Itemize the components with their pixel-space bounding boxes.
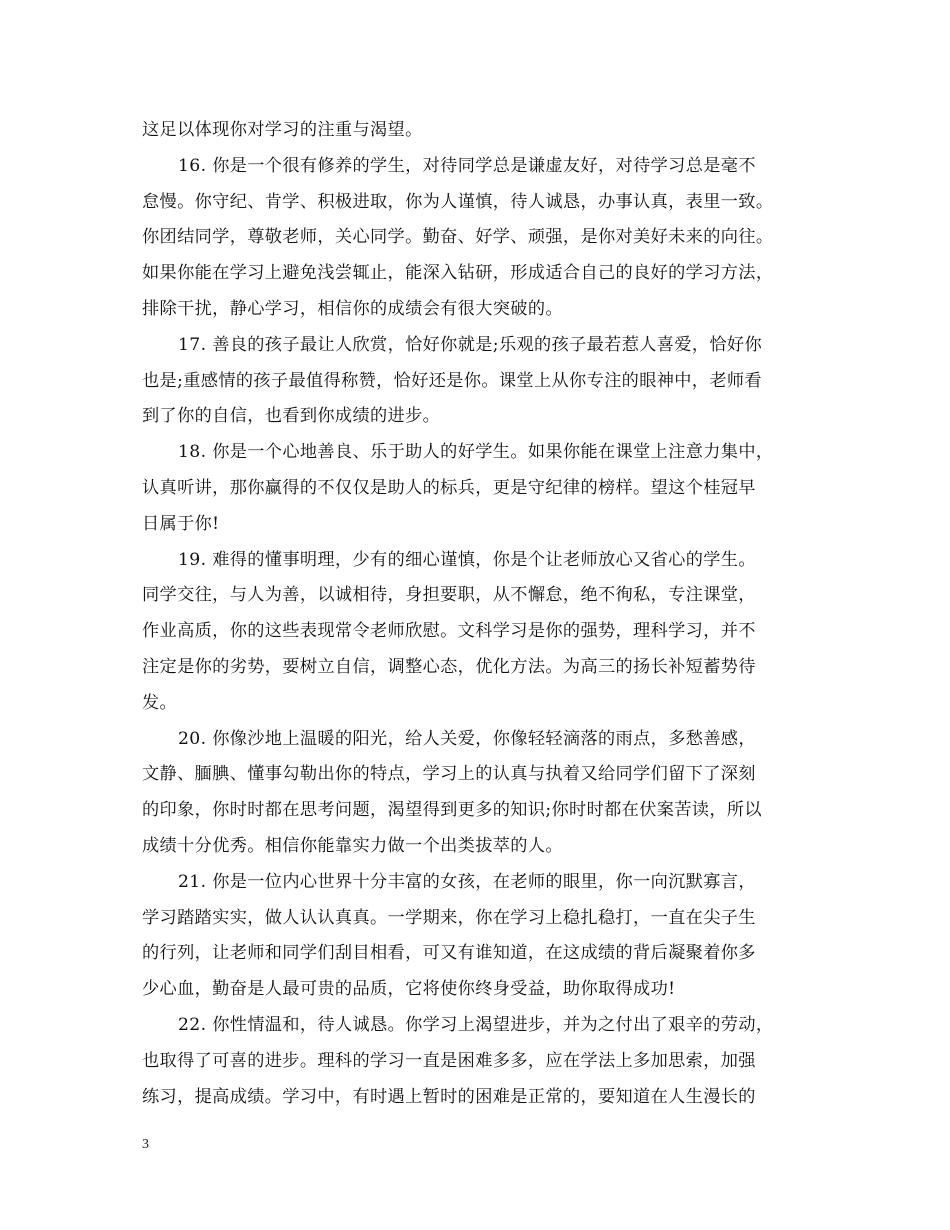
text-line: 作业高质，你的这些表现常令老师欣慰。文科学习是你的强势，理科学习，并不 — [142, 621, 756, 642]
text-line: 的印象，你时时都在思考问题，渴望得到更多的知识;你时时都在伏案苦读，所以 — [142, 800, 762, 821]
text-line: 学习踏踏实实，做人认认真真。一学期来，你在学习上稳扎稳打，一直在尖子生 — [142, 907, 756, 928]
paragraph-16 — [142, 149, 812, 328]
paragraph-continuation — [142, 113, 812, 149]
text-line: 同学交往，与人为善，以诚相待，身担要职，从不懈怠，绝不徇私，专注课堂， — [142, 585, 756, 606]
text-line: 19. 难得的懂事明理，少有的细心谨慎，你是个让老师放心又省心的学生。 — [178, 549, 756, 570]
text-line: 18. 你是一个心地善良、乐于助人的好学生。如果你能在课堂上注意力集中， — [178, 442, 774, 463]
text-line: 你团结同学，尊敬老师，关心同学。勤奋、好学、顽强，是你对美好未来的向往。 — [142, 227, 774, 248]
text-line: 如果你能在学习上避免浅尝辄止，能深入钻研，形成适合自己的良好的学习方法， — [142, 263, 774, 284]
text-line: 这足以体现你对学习的注重与渴望。 — [142, 120, 423, 140]
text-line: 排除干扰，静心学习，相信你的成绩会有很大突破的。 — [142, 298, 563, 319]
text-line: 发。 — [142, 692, 178, 713]
document-body — [142, 113, 812, 1115]
text-line: 21. 你是一位内心世界十分丰富的女孩，在老师的眼里，你一向沉默寡言， — [178, 871, 756, 892]
text-line: 到了你的自信，也看到你成绩的进步。 — [142, 406, 441, 427]
paragraph-22 — [142, 1008, 812, 1115]
text-line: 少心血，勤奋是人最可贵的品质，它将使你终身受益，助你取得成功! — [142, 979, 676, 1000]
text-line: 20. 你像沙地上温暖的阳光，给人关爱，你像轻轻滴落的雨点，多愁善感， — [178, 728, 756, 749]
paragraph-19 — [142, 543, 812, 722]
text-line: 日属于你! — [142, 513, 220, 534]
text-line: 认真听讲，那你赢得的不仅仅是助人的标兵，更是守纪律的榜样。望这个桂冠早 — [142, 477, 756, 498]
paragraph-21 — [142, 865, 812, 1008]
text-line: 也是;重感情的孩子最值得称赞，恰好还是你。课堂上从你专注的眼神中，老师看 — [142, 370, 762, 391]
paragraph-18 — [142, 435, 812, 542]
text-line: 怠慢。你守纪、肯学、积极进取，你为人谨慎，待人诚恳，办事认真，表里一致。 — [142, 191, 774, 212]
text-line: 17. 善良的孩子最让人欣赏，恰好你就是;乐观的孩子最若惹人喜爱，恰好你 — [178, 334, 763, 355]
text-line: 22. 你性情温和，待人诚恳。你学习上渴望进步，并为之付出了艰辛的劳动， — [178, 1014, 774, 1035]
text-line: 16. 你是一个很有修养的学生，对待同学总是谦虚友好，对待学习总是毫不 — [178, 155, 756, 176]
text-line: 成绩十分优秀。相信你能靠实力做一个出类拔萃的人。 — [142, 835, 563, 856]
paragraph-20 — [142, 722, 812, 865]
paragraph-17 — [142, 328, 812, 435]
text-line: 的行列，让老师和同学们刮目相看，可又有谁知道，在这成绩的背后凝聚着你多 — [142, 943, 756, 964]
text-line: 注定是你的劣势，要树立自信，调整心态，优化方法。为高三的扬长补短蓄势待 — [142, 656, 756, 677]
text-line: 也取得了可喜的进步。理科的学习一直是困难多多，应在学法上多加思索，加强 — [142, 1050, 756, 1071]
text-line: 文静、腼腆、懂事勾勒出你的特点，学习上的认真与执着又给同学们留下了深刻 — [142, 764, 756, 785]
text-line: 练习，提高成绩。学习中，有时遇上暂时的困难是正常的，要知道在人生漫长的 — [142, 1086, 756, 1107]
page-number: 3 — [142, 1137, 149, 1152]
